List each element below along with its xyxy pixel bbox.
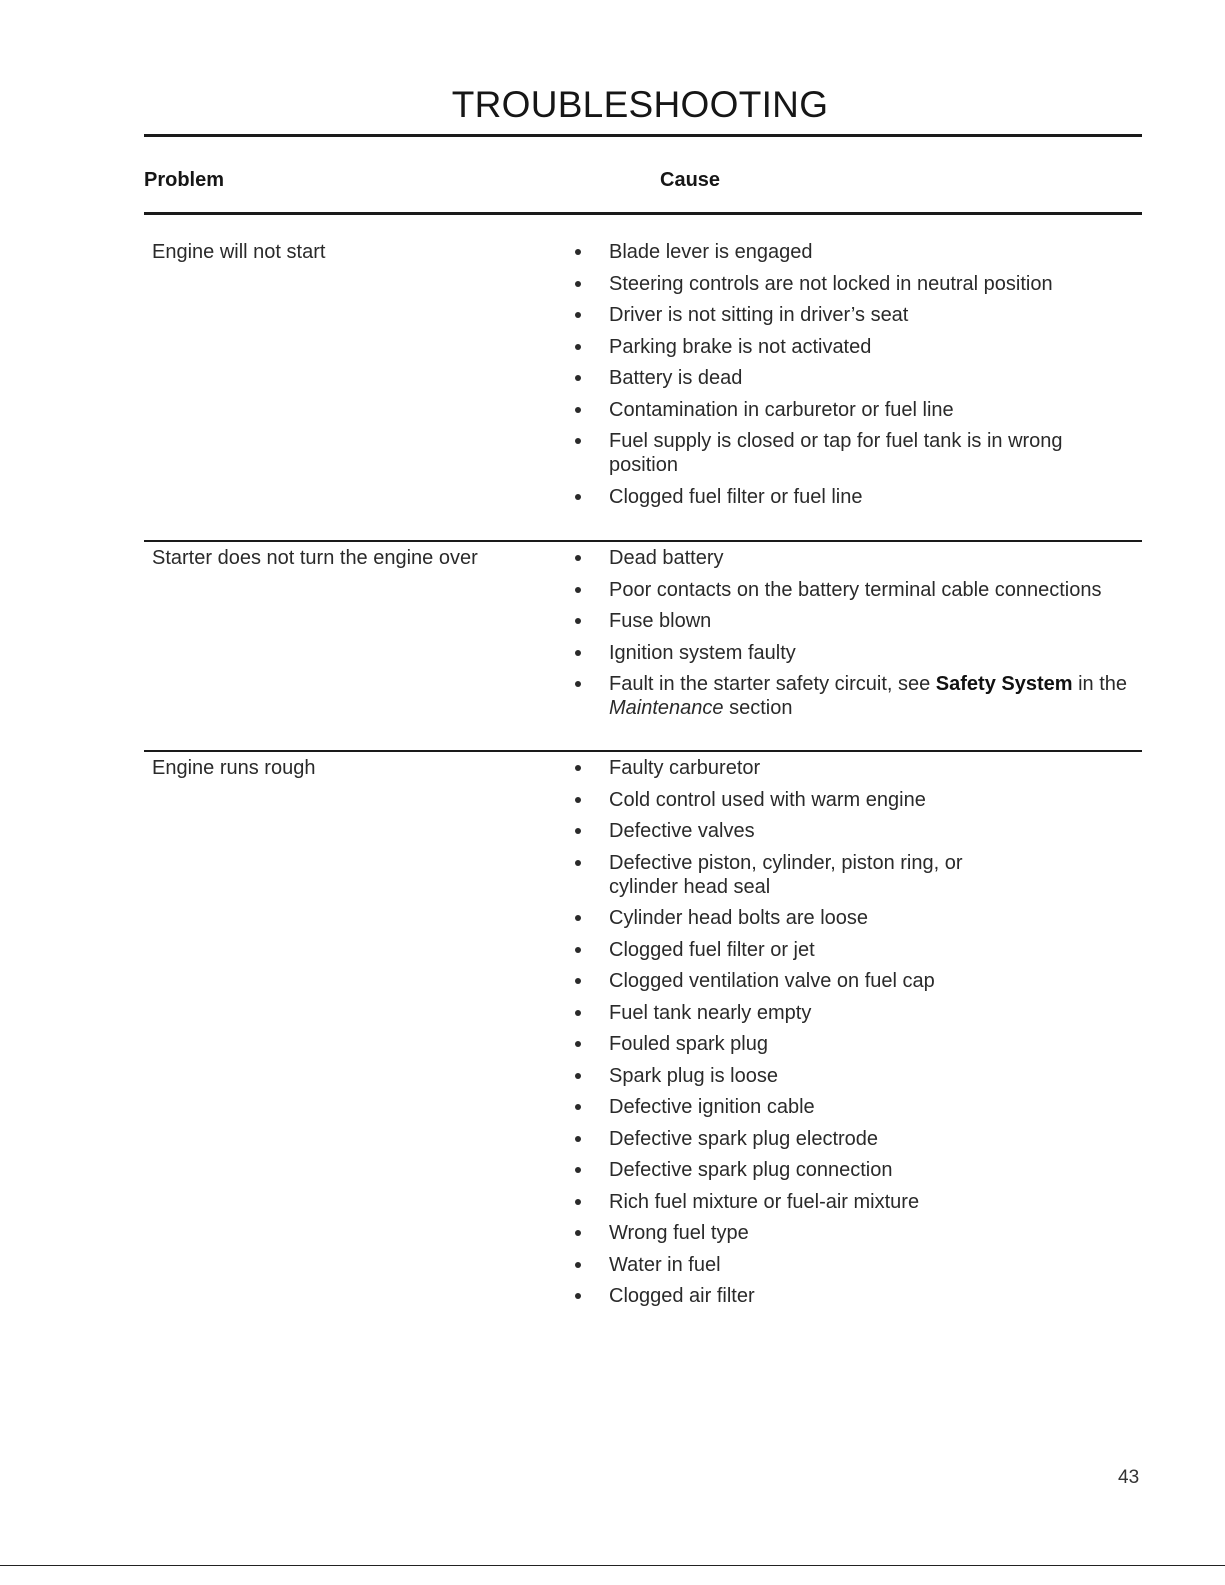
cause-list bbox=[572, 756, 1132, 1316]
cause-item: Spark plug is loose bbox=[572, 1064, 1132, 1088]
bullet-icon bbox=[575, 281, 581, 287]
cause-item: Fuel supply is closed or tap for fuel tank is in wrong position bbox=[572, 429, 1069, 477]
bullet-icon bbox=[575, 1073, 581, 1079]
cause-item: Defective spark plug electrode bbox=[572, 1127, 1132, 1151]
problem-column-header: Problem bbox=[144, 169, 225, 191]
cause-item: Blade lever is engaged bbox=[572, 240, 1132, 264]
page-number: 43 bbox=[1118, 1467, 1140, 1488]
cause-item: Clogged fuel filter or jet bbox=[572, 938, 1132, 962]
bullet-icon bbox=[575, 1041, 581, 1047]
cause-item: Cylinder head bolts are loose bbox=[572, 906, 1132, 930]
bullet-icon bbox=[575, 1104, 581, 1110]
page-title: TROUBLESHOOTING bbox=[451, 84, 829, 125]
section-divider bbox=[144, 540, 1142, 542]
cause-item: Fouled spark plug bbox=[572, 1032, 1132, 1056]
bullet-icon bbox=[575, 555, 581, 561]
bullet-icon bbox=[575, 249, 581, 255]
cause-item: Faulty carburetor bbox=[572, 756, 1132, 780]
cause-item: Defective spark plug connection bbox=[572, 1158, 1132, 1182]
bullet-icon bbox=[575, 1230, 581, 1236]
cause-list bbox=[572, 546, 1132, 728]
bullet-icon bbox=[575, 375, 581, 381]
cause-item: Fault in the starter safety circuit, see Safety System in the Maintenance section bbox=[572, 672, 1132, 720]
cause-item: Defective ignition cable bbox=[572, 1095, 1132, 1119]
cause-item: Clogged ventilation valve on fuel cap bbox=[572, 969, 1132, 993]
cause-item: Fuel tank nearly empty bbox=[572, 1001, 1132, 1025]
bullet-icon bbox=[575, 312, 581, 318]
bullet-icon bbox=[575, 681, 581, 687]
bullet-icon bbox=[575, 947, 581, 953]
bullet-icon bbox=[575, 915, 581, 921]
cause-item: Rich fuel mixture or fuel-air mixture bbox=[572, 1190, 1132, 1214]
bullet-icon bbox=[575, 344, 581, 350]
problem-label: Starter does not turn the engine over bbox=[152, 547, 478, 569]
cause-item: Poor contacts on the battery terminal cable connections bbox=[572, 578, 1132, 602]
bullet-icon bbox=[575, 494, 581, 500]
problem-label: Engine runs rough bbox=[152, 757, 316, 779]
bullet-icon bbox=[575, 407, 581, 413]
cause-item: Battery is dead bbox=[572, 366, 1132, 390]
bullet-icon bbox=[575, 1010, 581, 1016]
bullet-icon bbox=[575, 1136, 581, 1142]
bullet-icon bbox=[575, 438, 581, 444]
cause-item: Contamination in carburetor or fuel line bbox=[572, 398, 1132, 422]
bullet-icon bbox=[575, 1199, 581, 1205]
safety-system-reference: Safety System bbox=[935, 673, 1073, 695]
problem-label: Engine will not start bbox=[152, 241, 326, 263]
cause-item: Water in fuel bbox=[572, 1253, 1132, 1277]
cause-item: Wrong fuel type bbox=[572, 1221, 1132, 1245]
cause-item: Parking brake is not activated bbox=[572, 335, 1132, 359]
page-bottom-edge bbox=[0, 1565, 1225, 1566]
bullet-icon bbox=[575, 860, 581, 866]
bullet-icon bbox=[575, 797, 581, 803]
header-rule bbox=[144, 212, 1142, 215]
bullet-icon bbox=[575, 1262, 581, 1268]
cause-item: Clogged fuel filter or fuel line bbox=[572, 485, 1132, 509]
bullet-icon bbox=[575, 828, 581, 834]
cause-item: Driver is not sitting in driver’s seat bbox=[572, 303, 1132, 327]
bullet-icon bbox=[575, 1167, 581, 1173]
section-divider bbox=[144, 750, 1142, 752]
cause-item: Cold control used with warm engine bbox=[572, 788, 1132, 812]
bullet-icon bbox=[575, 618, 581, 624]
title-rule bbox=[144, 134, 1142, 137]
bullet-icon bbox=[575, 978, 581, 984]
cause-column-header: Cause bbox=[660, 169, 721, 191]
bullet-icon bbox=[575, 765, 581, 771]
bullet-icon bbox=[575, 650, 581, 656]
cause-list bbox=[572, 240, 1132, 516]
cause-item: Clogged air filter bbox=[572, 1284, 1132, 1308]
bullet-icon bbox=[575, 1293, 581, 1299]
cause-item: Ignition system faulty bbox=[572, 641, 1132, 665]
bullet-icon bbox=[575, 587, 581, 593]
maintenance-reference: Maintenance bbox=[609, 697, 724, 719]
cause-item: Fuse blown bbox=[572, 609, 1132, 633]
cause-item: Steering controls are not locked in neutral position bbox=[572, 272, 1132, 296]
cause-item: Defective piston, cylinder, piston ring, or cylinder head seal bbox=[572, 851, 969, 899]
cause-item: Dead battery bbox=[572, 546, 1132, 570]
cause-item: Defective valves bbox=[572, 819, 1132, 843]
